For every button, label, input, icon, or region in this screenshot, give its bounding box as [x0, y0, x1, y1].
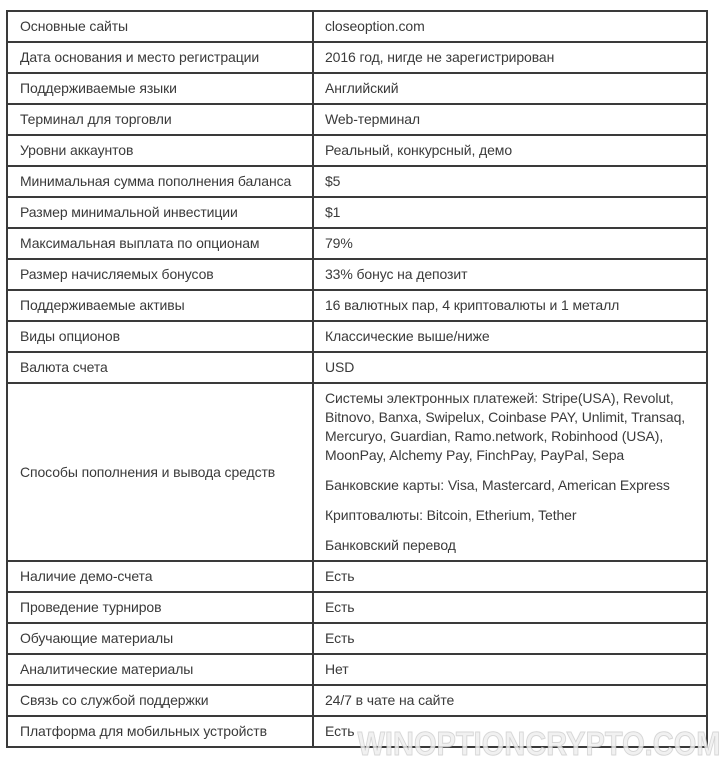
table-row [7, 259, 707, 290]
table-row [7, 290, 707, 321]
param-label: Связь со службой поддержки [7, 685, 313, 716]
param-label: Уровни аккаунтов [7, 135, 313, 166]
value-paragraph: Системы электронных платежей: Stripe(USA), Revolut, Bitnovo, Banxa, Swipelux, Coinbase PAY, Unlimit, Transaq, Mercuryo, Guardian, Ramo.network, Robinhood (USA), MoonPay, Alchemy Pay, FinchPay, PayPal, Sepa [325, 390, 686, 463]
param-value: Английский [313, 73, 707, 104]
param-label: Аналитические материалы [7, 654, 313, 685]
param-label: Минимальная сумма пополнения баланса [7, 166, 313, 197]
table-row [7, 383, 707, 561]
param-label: Размер начисляемых бонусов [7, 259, 313, 290]
value-paragraph: Банковский перевод [325, 537, 456, 553]
param-label: Дата основания и место регистрации [7, 42, 313, 73]
table-row [7, 73, 707, 104]
table-row [7, 166, 707, 197]
param-value: 16 валютных пар, 4 криптовалюты и 1 металл [313, 290, 707, 321]
param-value: USD [313, 352, 707, 383]
param-label: Валюта счета [7, 352, 313, 383]
table-row [7, 654, 707, 685]
param-value: 2016 год, нигде не зарегистрирован [313, 42, 707, 73]
param-value: Классические выше/ниже [313, 321, 707, 352]
value-paragraph: Криптовалюты: Bitcoin, Etherium, Tether [325, 507, 577, 523]
table-row [7, 592, 707, 623]
table-row [7, 685, 707, 716]
spec-table-body [7, 11, 707, 747]
table-row [7, 561, 707, 592]
table-row [7, 11, 707, 42]
table-row [7, 135, 707, 166]
table-row [7, 623, 707, 654]
param-value: $1 [313, 197, 707, 228]
value-paragraph: Банковские карты: Visa, Mastercard, American Express [325, 477, 670, 493]
param-value: Нет [313, 654, 707, 685]
param-value: 24/7 в чате на сайте [313, 685, 707, 716]
param-label: Размер минимальной инвестиции [7, 197, 313, 228]
table-row [7, 197, 707, 228]
param-label: Платформа для мобильных устройств [7, 716, 313, 747]
param-label: Проведение турниров [7, 592, 313, 623]
param-label: Виды опционов [7, 321, 313, 352]
param-value: Web-терминал [313, 104, 707, 135]
param-value: Есть [313, 592, 707, 623]
table-row [7, 42, 707, 73]
broker-spec-table [6, 10, 708, 748]
param-value: Есть [313, 623, 707, 654]
param-value: Есть [313, 716, 707, 747]
param-label: Основные сайты [7, 11, 313, 42]
watermark-text: WINOPTIONCRYPTO.COM [357, 725, 720, 762]
table-row [7, 321, 707, 352]
table-row [7, 352, 707, 383]
param-label: Наличие демо-счета [7, 561, 313, 592]
param-value: closeoption.com [313, 11, 707, 42]
table-row [7, 228, 707, 259]
table-row [7, 716, 707, 747]
param-label: Обучающие материалы [7, 623, 313, 654]
param-label: Способы пополнения и вывода средств [7, 383, 313, 561]
param-value: 33% бонус на депозит [313, 259, 707, 290]
param-value: Реальный, конкурсный, демо [313, 135, 707, 166]
param-value: Есть [313, 561, 707, 592]
param-value: 79% [313, 228, 707, 259]
table-row [7, 104, 707, 135]
param-label: Терминал для торговли [7, 104, 313, 135]
param-value: $5 [313, 166, 707, 197]
param-value [313, 383, 707, 561]
param-label: Максимальная выплата по опционам [7, 228, 313, 259]
param-label: Поддерживаемые активы [7, 290, 313, 321]
param-label: Поддерживаемые языки [7, 73, 313, 104]
